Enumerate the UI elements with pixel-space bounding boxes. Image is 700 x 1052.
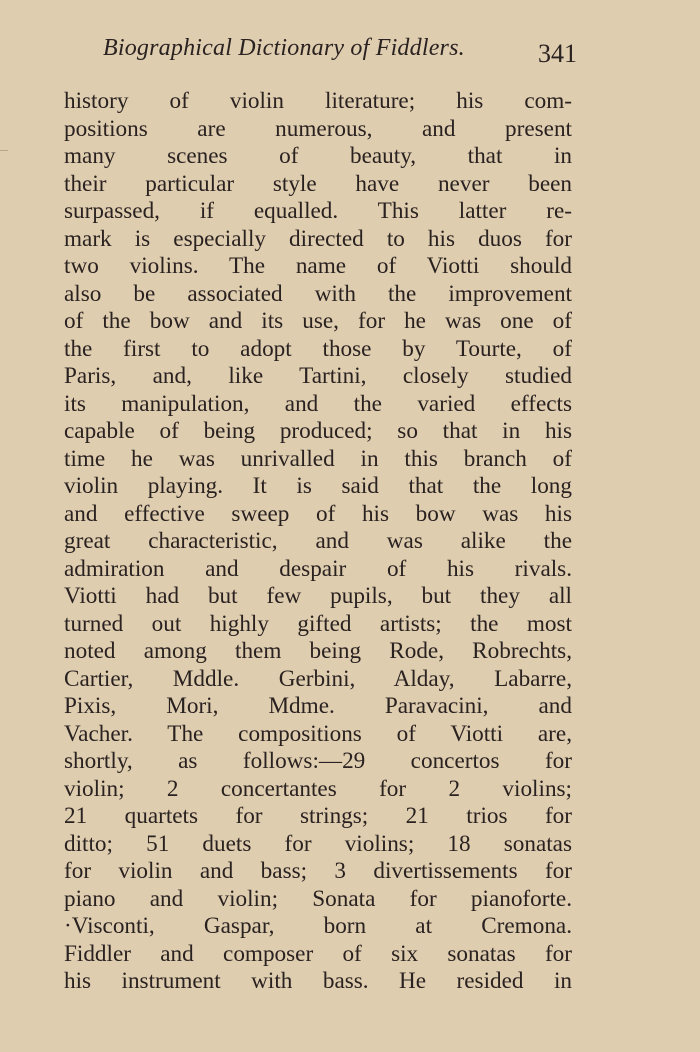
text-line: mark is especially directed to his duos for xyxy=(64,225,572,252)
text-line: capable of being produced; so that in his xyxy=(64,418,572,444)
page-number: 341 xyxy=(538,39,577,68)
running-title: Biographical Dictionary of Fiddlers. xyxy=(103,35,465,61)
text-line: its manipulation, and the varied effects xyxy=(64,390,572,417)
text-line: 21 quartets for strings; 21 trios for xyxy=(64,803,572,829)
text-line: great characteristic, and was alike the xyxy=(64,528,572,554)
text-line: shortly, as follows:—29 concertos for xyxy=(64,748,572,774)
text-line: Cartier, Mddle. Gerbini, Alday, Labarre, xyxy=(64,665,572,692)
text-line: Paris, and, like Tartini, closely studied xyxy=(64,363,572,389)
text-line: violin playing. It is said that the long xyxy=(64,473,572,499)
text-line: many scenes of beauty, that in xyxy=(64,143,572,169)
text-line: the first to adopt those by Tourte, of xyxy=(64,335,572,362)
text-line: and effective sweep of his bow was his xyxy=(64,500,572,527)
text-line: positions are numerous, and present xyxy=(64,115,572,142)
text-line: their particular style have never been xyxy=(64,170,572,197)
text-line: piano and violin; Sonata for pianoforte. xyxy=(64,885,572,912)
text-line: for violin and bass; 3 divertissements for xyxy=(64,858,572,884)
text-line: violin; 2 concertantes for 2 violins; xyxy=(64,775,572,802)
body-text xyxy=(64,88,572,1008)
text-line: Viotti had but few pupils, but they all xyxy=(64,583,572,609)
text-line: Fiddler and composer of six sonatas for xyxy=(64,940,572,967)
text-line: turned out highly gifted artists; the most xyxy=(64,610,572,637)
text-line: two violins. The name of Viotti should xyxy=(64,253,572,279)
text-line: his instrument with bass. He resided in xyxy=(64,968,572,994)
text-line: of the bow and its use, for he was one of xyxy=(64,308,572,334)
page-header xyxy=(103,32,583,68)
text-line: history of violin literature; his com- xyxy=(64,88,572,114)
text-line: admiration and despair of his rivals. xyxy=(64,555,572,582)
margin-mark xyxy=(0,150,8,151)
text-line: surpassed, if equalled. This latter re- xyxy=(64,198,572,224)
text-line: also be associated with the improvement xyxy=(64,280,572,307)
text-line: time he was unrivalled in this branch of xyxy=(64,445,572,472)
text-line: Vacher. The compositions of Viotti are, xyxy=(64,720,572,747)
text-line: Pixis, Mori, Mdme. Paravacini, and xyxy=(64,693,572,719)
entry-heading-line: ·Visconti, Gaspar, born at Cremona. xyxy=(64,913,572,939)
text-line: noted among them being Rode, Robrechts, xyxy=(64,638,572,664)
text-line: ditto; 51 duets for violins; 18 sonatas xyxy=(64,830,572,857)
